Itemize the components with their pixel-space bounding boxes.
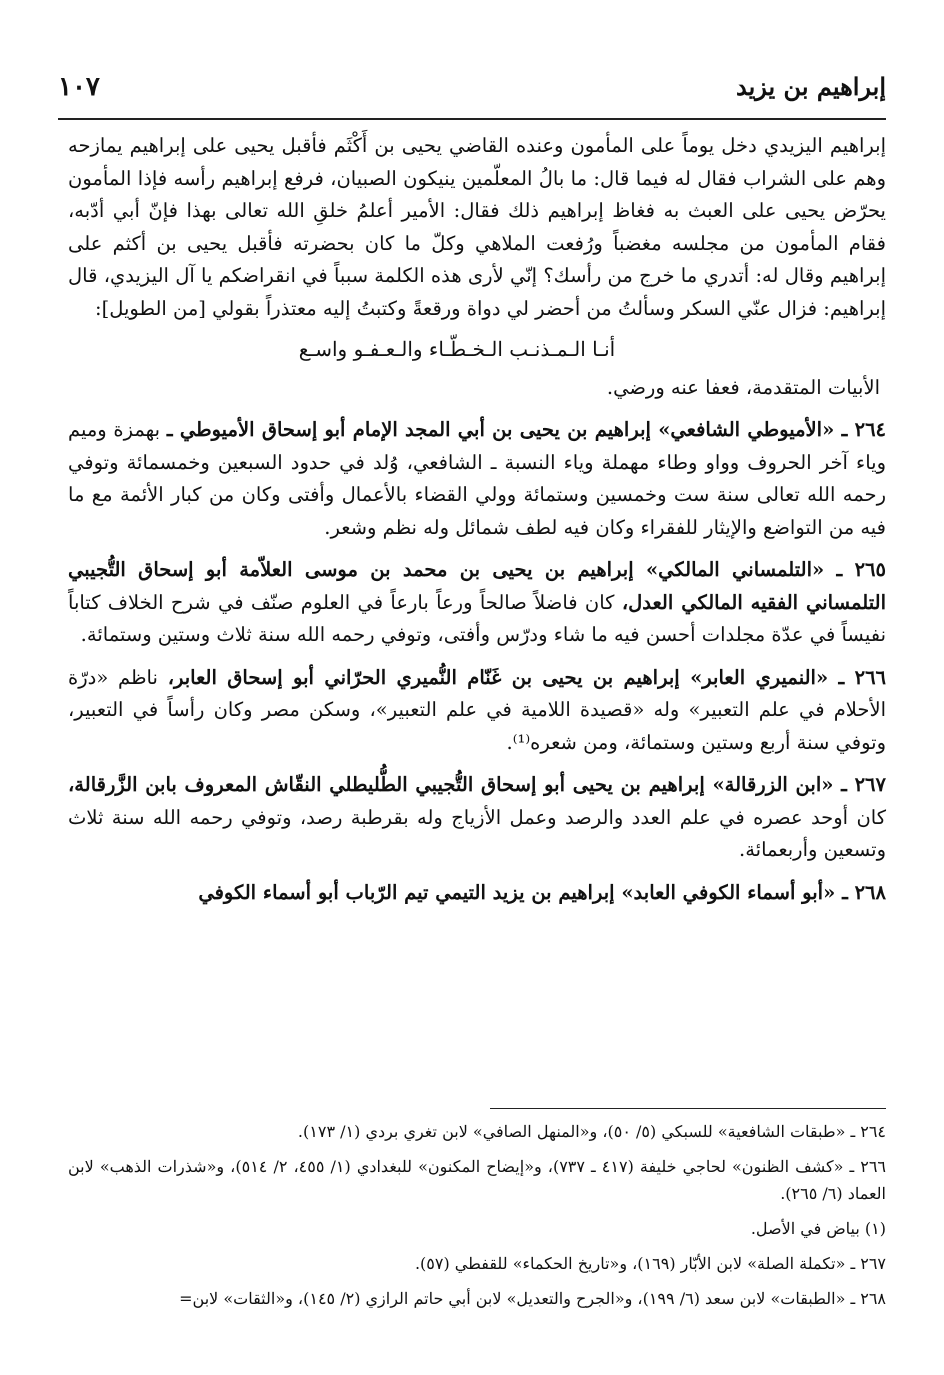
footnote: ٢٦٧ ـ «تكملة الصلة» لابن الأبّار (١٦٩)، و«تاريخ الحكماء» للقفطي (٥٧).: [414, 1254, 886, 1273]
entry-text: كان فاضلاً صالحاً ورعاً بارعاً في العلوم صنّف في شرح الخلاف كتاباً نفيساً في عدّة مجلدات أحسن فيه ما شاء ودرّس وأفتى، وتوفي رحمه الله سنة ثلاث وستين وستمائة.: [68, 590, 886, 646]
main-text: [68, 130, 886, 909]
entry-heading: ٢٦٧ ـ «ابن الزرقالة» إبراهيم بن يحيى أبو إسحاق التُّجيبي الطُّليطلي النقّاش المعروف بابن الزَّرقالة،: [68, 773, 886, 796]
running-title: إبراهيم بن يزيد: [736, 72, 886, 101]
footnote: ٢٦٨ ـ «الطبقات» لابن سعد (٦/ ١٩٩)، و«الجرح والتعديل» لابن أبي حاتم الرازي (٢/ ١٤٥)، و«الثقات» لابن=: [179, 1289, 886, 1308]
post-verse-line: الأبيات المتقدمة، فعفا عنه ورضي.: [606, 375, 880, 399]
verse-line: أنـا الـمـذنـب الـخـطّـاء والـعـفـو واسـع: [298, 337, 616, 361]
entry-heading: ٢٦٥ ـ «التلمساني المالكي» إبراهيم بن يحيى بن محمد بن موسى العلاّمة أبو إسحاق التُّجيبي التلمساني الفقيه المالكي العدل،: [68, 558, 886, 614]
entry-heading: ٢٦٨ ـ «أبو أسماء الكوفي العابد» إبراهيم بن يزيد التيمي تيم الرّباب أبو أسماء الكوفي: [198, 880, 886, 904]
entry-heading: ٢٦٦ ـ «النميري العابر» إبراهيم بن يحيى بن غَنّام النُّميري الحرّاني أبو إسحاق العابر،: [167, 665, 887, 689]
entry-268: [68, 877, 886, 910]
entry-264: [68, 414, 886, 544]
entry-heading: ٢٦٤ ـ «الأميوطي الشافعي» إبراهيم بن يحيى بن أبي المجد الإمام أبو إسحاق الأميوطي ـ: [166, 418, 887, 441]
entry-266: [68, 662, 886, 760]
opening-paragraph: إبراهيم اليزيدي دخل يوماً على المأمون وعنده القاضي يحيى بن أَكْثَم فأقبل يحيى على إبراهيم يمازحه وهم على الشراب فقال له فيما قال: ما بالُ المعلّمين ينيكون الصبيان، فرفع إبراهيم رأسه فإذا المأمون يحرّض يحيى على العبث به فغاظ إبراهيم ذلك فقال: الأمير أعلمُ خلقِ الله تعالى بهذا فإنّ أبي أدّبه، فقام المأمون من مجلسه مغضباً ورُفعت الملاهي وكلّ ما كان بحضرته فأقبل يحيى بن أكثم على إبراهيم وقال له: أتدري ما خرج من رأسك؟ إنّي لأرى هذه الكلمة سبباً في انقراضكم يا آل اليزيدي، قال إبراهيم: فزال عنّي السكر وسألتُ من أحضر لي دواة ورقعةً وكتبتُ إليه معتذراً بقولي [من الطويل]:: [68, 134, 886, 320]
entry-text: بهمزة وميم وياء آخر الحروف وواو وطاء مهملة وياء النسبة ـ الشافعي، وُلد في حدود السبعين وخمسمائة وتوفي رحمه الله تعالى سنة ست وخمسين وستمائة وولي القضاء بالأعمال وأفتى وكان من كبار الأئمة مع ما فيه من التواضع والإيثار للفقراء وكان فيه لطف شمائل وله نظم وشعر.: [68, 418, 886, 539]
footnotes: [68, 1118, 886, 1316]
footnote-rule: [490, 1108, 886, 1109]
running-header: [58, 72, 886, 108]
footnote: ٢٦٤ ـ «طبقات الشافعية» للسبكي (٥/ ٥٠)، و«المنهل الصافي» لابن تغري بردي (١/ ١٧٣).: [297, 1122, 886, 1141]
footnote: ٢٦٦ ـ «كشف الظنون» لحاجي خليفة (٤١٧ ـ ٧٣٧)، و«إيضاح المكنون» للبغدادي (١/ ٤٥٥، ٢/ ٥١٤)، و«شذرات الذهب» لابن العماد (٦/ ٢٦٥).: [68, 1157, 887, 1203]
entry-265: [68, 554, 886, 652]
header-rule: [58, 118, 886, 120]
entry-text: كان أوحد عصره في علم العدد والرصد وعمل الأزياج وله بقرطبة رصد، وتوفي رحمه الله سنة ثلاث وتسعين وأربعمائة.: [68, 805, 886, 861]
page-number: ١٠٧: [58, 72, 100, 102]
footnote: (١) بياض في الأصل.: [750, 1219, 886, 1238]
entry-267: [68, 769, 886, 867]
entry-text: ناظم «درّة الأحلام في علم التعبير» وله «قصيدة اللامية في علم التعبير»، وسكن مصر وكان رأساً في التعبير، وتوفي سنة أربع وستين وستمائة، ومن شعره⁽¹⁾.: [68, 665, 886, 754]
